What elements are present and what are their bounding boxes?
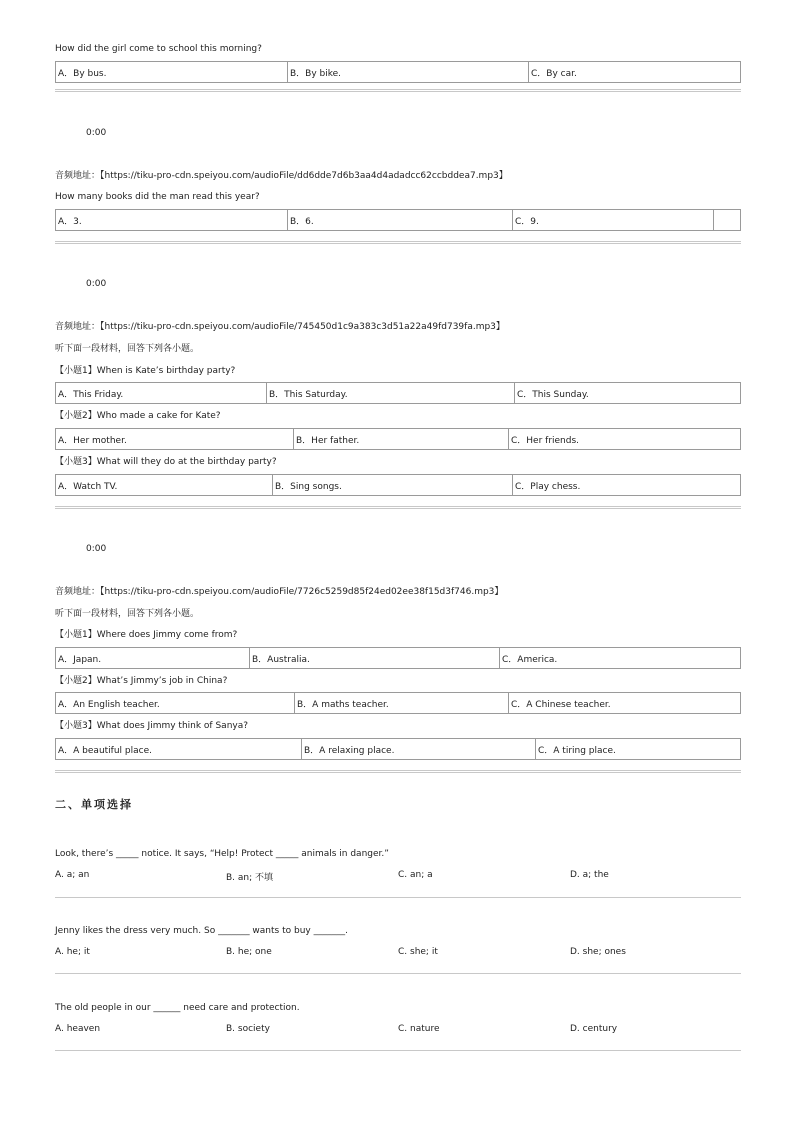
options-table bbox=[55, 738, 741, 760]
separator bbox=[55, 770, 741, 773]
option-c[interactable]: C．This Sunday. bbox=[517, 389, 589, 400]
instruction: 听下面一段材料，回答下列各小题。 bbox=[55, 609, 200, 619]
options-row bbox=[55, 870, 741, 882]
option-c[interactable]: C. nature bbox=[398, 1024, 440, 1034]
option-c[interactable]: C．A Chinese teacher. bbox=[511, 699, 611, 710]
option-a[interactable]: A．A beautiful place. bbox=[56, 739, 302, 759]
question-text: Look, there’s _____ notice. It says, “Help! Protect _____ animals in danger.” bbox=[55, 849, 389, 859]
separator bbox=[55, 89, 741, 92]
option-b[interactable]: B．Her father. bbox=[294, 429, 509, 449]
option-b[interactable]: B. he; one bbox=[226, 947, 272, 957]
sub-question: 【小题2】What’s Jimmy’s job in China? bbox=[55, 676, 228, 686]
sub-question: 【小题1】Where does Jimmy come from? bbox=[55, 630, 238, 640]
option-c[interactable]: C. an; a bbox=[398, 870, 433, 880]
option-d[interactable]: D. a; the bbox=[570, 870, 609, 880]
option-d[interactable]: D. century bbox=[570, 1024, 618, 1034]
option-a[interactable]: A. heaven bbox=[55, 1024, 101, 1034]
question-text: The old people in our ______ need care and protection. bbox=[55, 1003, 300, 1013]
option-a[interactable]: A．An English teacher. bbox=[56, 693, 295, 713]
option-c[interactable]: C．Play chess. bbox=[515, 481, 581, 492]
option-a[interactable]: A. a; an bbox=[55, 870, 90, 880]
question-text: Jenny likes the dress very much. So _______ wants to buy _______. bbox=[55, 926, 348, 936]
empty-cell bbox=[714, 210, 740, 230]
option-a[interactable]: A．Her mother. bbox=[56, 429, 294, 449]
options-table bbox=[55, 61, 741, 83]
option-b[interactable]: B. society bbox=[226, 1024, 270, 1034]
option-c[interactable]: C．Her friends. bbox=[511, 435, 580, 446]
option-b[interactable]: B．Sing songs. bbox=[273, 475, 513, 495]
options-table bbox=[55, 647, 741, 669]
option-c[interactable]: C．By car. bbox=[531, 68, 577, 79]
option-a[interactable]: A．By bus. bbox=[56, 62, 288, 82]
separator bbox=[55, 973, 741, 974]
sub-question: 【小题2】Who made a cake for Kate? bbox=[55, 411, 221, 421]
option-b[interactable]: B．This Saturday. bbox=[267, 383, 515, 403]
option-b[interactable]: B. an; 不填 bbox=[226, 873, 274, 883]
question-text: How did the girl come to school this morning? bbox=[55, 44, 262, 54]
options-table bbox=[55, 692, 741, 714]
separator bbox=[55, 241, 741, 244]
audio-time[interactable]: 0:00 bbox=[86, 544, 107, 554]
option-d[interactable]: D. she; ones bbox=[570, 947, 626, 957]
audio-time[interactable]: 0:00 bbox=[86, 128, 107, 138]
option-a[interactable]: A．Japan. bbox=[56, 648, 250, 668]
separator bbox=[55, 1050, 741, 1051]
options-table bbox=[55, 209, 741, 231]
sub-question: 【小题1】When is Kate’s birthday party? bbox=[55, 366, 236, 376]
options-table bbox=[55, 474, 741, 496]
audio-address: 音频地址：【https://tiku-pro-cdn.speiyou.com/audioFile/7726c5259d85f24ed02ee38f15d3f746.mp3】 bbox=[55, 587, 504, 597]
option-a[interactable]: A．Watch TV. bbox=[56, 475, 273, 495]
options-row bbox=[55, 1024, 741, 1036]
option-b[interactable]: B．Australia. bbox=[250, 648, 500, 668]
option-a[interactable]: A．This Friday. bbox=[56, 383, 267, 403]
option-c[interactable]: C．America. bbox=[502, 654, 558, 665]
separator bbox=[55, 897, 741, 898]
audio-address: 音频地址：【https://tiku-pro-cdn.speiyou.com/audioFile/dd6dde7d6b3aa4d4adadcc62ccbddea7.mp3】 bbox=[55, 171, 508, 181]
option-b[interactable]: B．A maths teacher. bbox=[295, 693, 509, 713]
option-c[interactable]: C. she; it bbox=[398, 947, 438, 957]
option-c[interactable]: C．9. bbox=[513, 210, 714, 230]
question-text: How many books did the man read this year? bbox=[55, 192, 260, 202]
options-table bbox=[55, 428, 741, 450]
option-c[interactable]: C．A tiring place. bbox=[538, 745, 616, 756]
sub-question: 【小题3】What will they do at the birthday party? bbox=[55, 457, 277, 467]
option-b[interactable]: B．A relaxing place. bbox=[302, 739, 536, 759]
options-row bbox=[55, 947, 741, 959]
separator bbox=[55, 506, 741, 509]
section-title: 二、单项选择 bbox=[55, 798, 133, 811]
instruction: 听下面一段材料，回答下列各小题。 bbox=[55, 344, 200, 354]
option-a[interactable]: A. he; it bbox=[55, 947, 90, 957]
option-a[interactable]: A．3. bbox=[56, 210, 288, 230]
sub-question: 【小题3】What does Jimmy think of Sanya? bbox=[55, 721, 249, 731]
audio-address: 音频地址：【https://tiku-pro-cdn.speiyou.com/audioFile/745450d1c9a383c3d51a22a49fd739fa.mp3】 bbox=[55, 322, 505, 332]
audio-time[interactable]: 0:00 bbox=[86, 279, 107, 289]
option-b[interactable]: B．6. bbox=[288, 210, 513, 230]
options-table bbox=[55, 382, 741, 404]
option-b[interactable]: B．By bike. bbox=[288, 62, 529, 82]
